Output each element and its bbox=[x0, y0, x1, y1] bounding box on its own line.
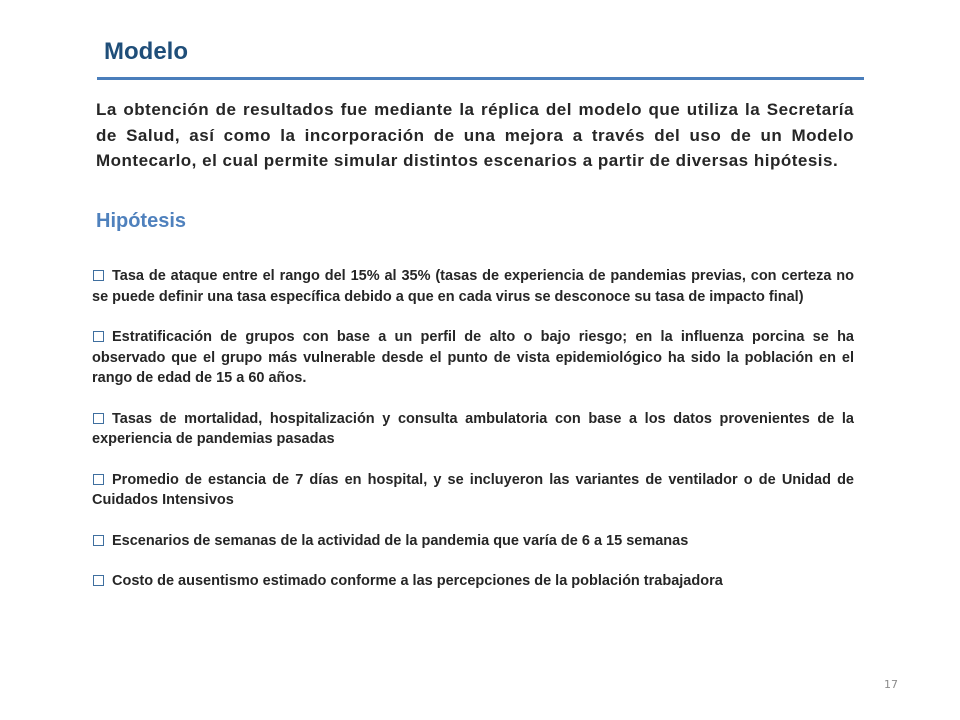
hypothesis-list bbox=[92, 266, 854, 592]
list-item-text: Tasas de mortalidad, hospitalización y consulta ambulatoria con base a los datos provenientes de la experiencia de pandemias pasadas bbox=[92, 410, 854, 447]
page-number: 17 bbox=[884, 678, 898, 691]
list-item bbox=[92, 531, 854, 552]
list-item bbox=[92, 266, 854, 307]
checkbox-bullet-icon bbox=[93, 331, 104, 342]
slide-title: Modelo bbox=[104, 38, 188, 65]
list-item bbox=[92, 409, 854, 450]
list-item-text: Tasa de ataque entre el rango del 15% al 35% (tasas de experiencia de pandemias previas, con certeza no se puede definir una tasa específica debido a que en cada virus se desconoce su tasa de impacto final) bbox=[92, 268, 854, 305]
list-item-text: Costo de ausentismo estimado conforme a las percepciones de la población trabajadora bbox=[112, 573, 723, 589]
list-item bbox=[92, 470, 854, 511]
checkbox-bullet-icon bbox=[93, 270, 104, 281]
checkbox-bullet-icon bbox=[93, 474, 104, 485]
list-item-text: Promedio de estancia de 7 días en hospital, y se incluyeron las variantes de ventilador o de Unidad de Cuidados Intensivos bbox=[92, 471, 854, 508]
list-item-text: Estratificación de grupos con base a un perfil de alto o bajo riesgo; en la influenza porcina se ha observado que el grupo más vulnerable desde el punto de vista epidemiológico ha sido la población en el rango de edad de 15 a 60 años. bbox=[92, 329, 854, 386]
title-underline bbox=[97, 77, 864, 80]
list-item-text: Escenarios de semanas de la actividad de la pandemia que varía de 6 a 15 semanas bbox=[112, 532, 689, 549]
section-subtitle: Hipótesis bbox=[96, 210, 187, 232]
list-item bbox=[92, 327, 854, 389]
intro-paragraph: La obtención de resultados fue mediante la réplica del modelo que utiliza la Secretaría de Salud, así como la incorporación de una mejora a través del uso de un Modelo Montecarlo, el cual permite simular distintos escenarios a partir de diversas hipótesis. bbox=[96, 100, 854, 170]
checkbox-bullet-icon bbox=[93, 535, 104, 546]
list-item bbox=[92, 571, 854, 592]
checkbox-bullet-icon bbox=[93, 575, 104, 586]
checkbox-bullet-icon bbox=[93, 413, 104, 424]
